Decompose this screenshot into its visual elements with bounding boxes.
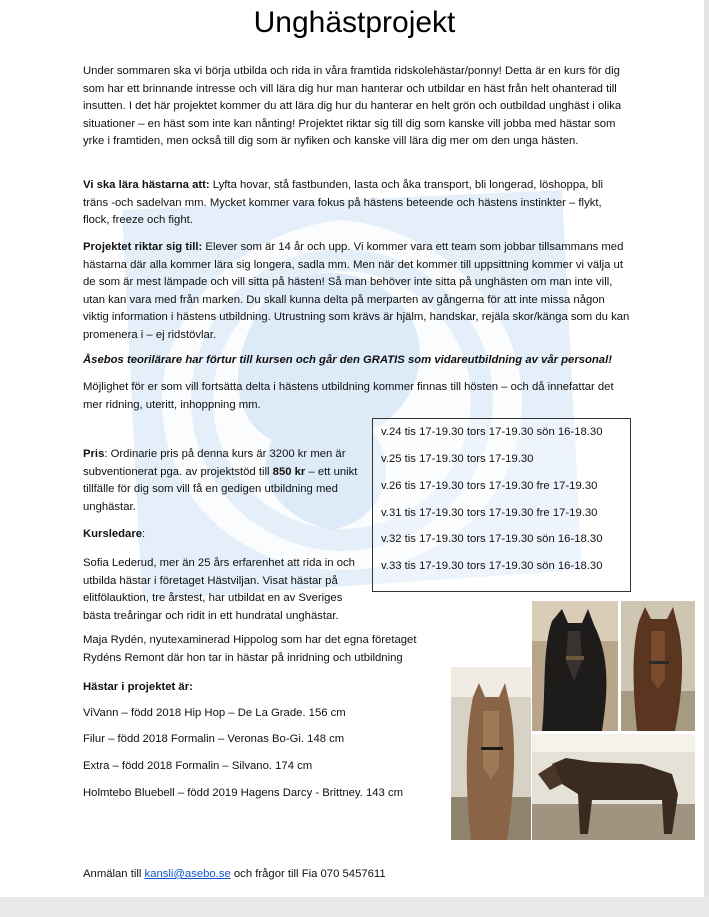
horse-item: Holmtebo Bluebell – född 2019 Hagens Darcy - Brittney. 143 cm bbox=[83, 787, 404, 799]
price-paragraph bbox=[83, 446, 365, 516]
schedule-row: v.24 tis 17-19.30 tors 17-19.30 sön 16-18.30 bbox=[381, 426, 603, 438]
horse-photo-bay bbox=[451, 667, 531, 840]
footer-line bbox=[83, 866, 583, 884]
price-text-after: – ett unikt tillfälle för dig som vill få en gedigen utbildning med unghästar. bbox=[83, 465, 358, 513]
schedule-box bbox=[372, 418, 631, 592]
price-label: Pris bbox=[83, 448, 105, 460]
price-text: : Ordinarie pris på denna kurs är 3200 kr men är subventionerat pga. av projektstöd till bbox=[83, 448, 346, 478]
leaders-colon: : bbox=[142, 528, 146, 540]
leader-sofia: Sofia Lederud, mer än 25 års erfarenhet att rida in och utbilda hästar i företaget Hästviljan. Visat hästar på elitfölauktion, tre årstest, har utbildat en av Sveriges bästa treåringar och ridit in ett hundratal unghästar. bbox=[83, 557, 355, 622]
schedule-row: v.33 tis 17-19.30 tors 17-19.30 sön 16-18.30 bbox=[381, 560, 603, 572]
schedule-row: v.32 tis 17-19.30 tors 17-19.30 sön 16-18.30 bbox=[381, 533, 603, 545]
horses-heading: Hästar i projektet är: bbox=[83, 681, 193, 693]
schedule-row: v.26 tis 17-19.30 tors 17-19.30 fre 17-19.30 bbox=[381, 480, 598, 492]
page-edge bbox=[704, 0, 709, 897]
page-title: Unghästprojekt bbox=[253, 6, 456, 39]
target-label: Projektet riktar sig till: bbox=[83, 241, 203, 253]
price-amount: 850 kr bbox=[272, 465, 306, 478]
intro-paragraph: Under sommaren ska vi börja utbilda och rida in våra framtida ridskolehästar/ponny! Detta är en kurs för dig som har ett brinnande intresse och vill lära dig hur man hanterar och utbildar en häst från helt ohanterad till insutten. I det här projektet kommer du att lära dig hur du hanterar en helt grön och outbildad unghäst i olika situationer – en häst som inte kan nånting! Projektet riktar sig till dig som kanske vill jobba med hästar som yrke i framtiden, men också till dig som är nyfiken och kanske vill lära dig mer om den unga hästen. bbox=[83, 65, 622, 148]
teach-paragraph bbox=[83, 177, 631, 230]
target-paragraph bbox=[83, 239, 631, 345]
horse-item: Filur – född 2018 Formalin – Veronas Bo-Gi. 148 cm bbox=[83, 733, 345, 745]
teach-text: Lyfta hovar, stå fastbunden, lasta och åka transport, bli longerad, löshoppa, bli träns -och sadelvan mm. Mycket kommer vara fokus på hästens beteende och hästens instinkter – flykt, flock, freeze och fight. bbox=[83, 179, 603, 227]
email-link[interactable]: kansli@asebo.se bbox=[144, 868, 231, 880]
horse-item: Extra – född 2018 Formalin – Silvano. 174 cm bbox=[83, 760, 313, 772]
leader-maja: Maja Rydén, nyutexaminerad Hippolog som har det egna företaget Rydéns Remont där hon tar in hästar på inridning och utbildning bbox=[83, 634, 417, 664]
target-text: Elever som är 14 år och upp. Vi kommer vara ett team som jobbar tillsammans med hästarna där alla kommer lära sig longera, sadla mm. Men när det kommer till uppsittning kommer vi välja ut de som är mest lämpade och vill sitta på hästen! Så man behöver inte sitta på unghästen om man inte vill, utan kan vara med från marken. Du skall kunna delta på merparten av gångerna för att inte missa någon viktig information i hästens utbildning. Utrustning som krävs är hjälm, handskar, rejäla skor/känga som du kan promenera i – ej ridstövlar. bbox=[83, 241, 630, 341]
teach-label: Vi ska lära hästarna att: bbox=[83, 179, 210, 191]
footer-suffix: och frågor till Fia 070 5457611 bbox=[230, 868, 386, 880]
free-note: Åsebos teorilärare har förtur till kursen och går den GRATIS som vidareutbildning av vår personal! bbox=[83, 354, 612, 366]
horse-photo-brown bbox=[621, 601, 695, 731]
schedule-row: v.25 tis 17-19.30 tors 17-19.30 bbox=[381, 453, 534, 465]
leaders-heading bbox=[83, 526, 365, 544]
bottom-bar bbox=[0, 897, 709, 917]
horse-photo-black bbox=[532, 601, 618, 731]
footer-prefix: Anmälan till bbox=[83, 868, 145, 880]
autumn-paragraph: Möjlighet för er som vill fortsätta delta i hästens utbildning kommer finnas till hösten – och då innefattar det mer ridning, uteritt, inhoppning mm. bbox=[83, 381, 614, 411]
horse-photo-arena bbox=[532, 734, 695, 840]
leaders-label: Kursledare bbox=[83, 528, 143, 540]
schedule-row: v.31 tis 17-19.30 tors 17-19.30 fre 17-19.30 bbox=[381, 507, 598, 519]
horse-item: ViVann – född 2018 Hip Hop – De La Grade. 156 cm bbox=[83, 707, 346, 719]
